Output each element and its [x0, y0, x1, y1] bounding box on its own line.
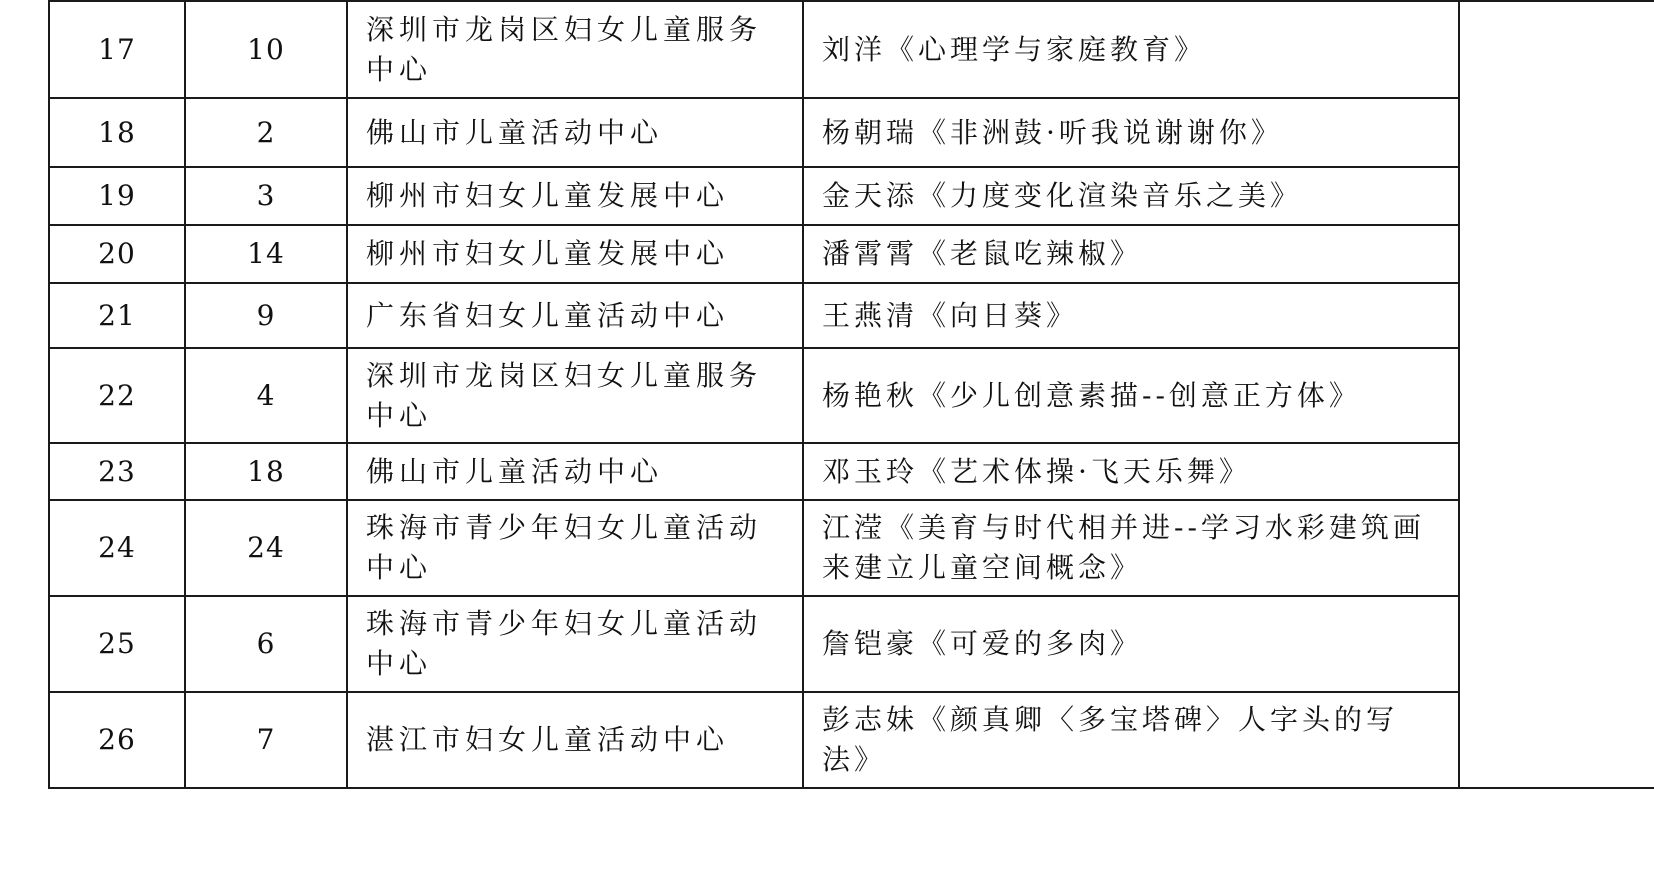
table-row	[49, 1, 1654, 98]
table-row	[49, 225, 1654, 283]
work-cell: 詹铠豪《可爱的多肉》	[803, 596, 1459, 692]
unit-cell: 佛山市儿童活动中心	[347, 98, 803, 167]
work-cell: 金天添《力度变化渲染音乐之美》	[803, 167, 1459, 225]
unit-cell: 柳州市妇女儿童发展中心	[347, 225, 803, 283]
number-cell: 14	[185, 225, 347, 283]
seq-cell: 22	[49, 348, 185, 443]
number-cell: 6	[185, 596, 347, 692]
unit-cell: 广东省妇女儿童活动中心	[347, 283, 803, 348]
merged-blank-cell	[1459, 1, 1654, 788]
table-row	[49, 443, 1654, 500]
table-row	[49, 348, 1654, 443]
number-cell: 9	[185, 283, 347, 348]
work-cell: 江滢《美育与时代相并进--学习水彩建筑画来建立儿童空间概念》	[803, 500, 1459, 596]
work-cell: 邓玉玲《艺术体操·飞天乐舞》	[803, 443, 1459, 500]
unit-cell: 珠海市青少年妇女儿童活动中心	[347, 500, 803, 596]
number-cell: 18	[185, 443, 347, 500]
unit-cell: 佛山市儿童活动中心	[347, 443, 803, 500]
seq-cell: 24	[49, 500, 185, 596]
unit-cell: 珠海市青少年妇女儿童活动中心	[347, 596, 803, 692]
table-row	[49, 98, 1654, 167]
seq-cell: 18	[49, 98, 185, 167]
table-row	[49, 596, 1654, 692]
results-table	[48, 0, 1654, 789]
unit-cell: 湛江市妇女儿童活动中心	[347, 692, 803, 788]
seq-cell: 17	[49, 1, 185, 98]
seq-cell: 19	[49, 167, 185, 225]
work-cell: 杨艳秋《少儿创意素描--创意正方体》	[803, 348, 1459, 443]
unit-cell: 深圳市龙岗区妇女儿童服务中心	[347, 1, 803, 98]
number-cell: 10	[185, 1, 347, 98]
number-cell: 4	[185, 348, 347, 443]
number-cell: 7	[185, 692, 347, 788]
unit-cell: 深圳市龙岗区妇女儿童服务中心	[347, 348, 803, 443]
table-row	[49, 692, 1654, 788]
seq-cell: 20	[49, 225, 185, 283]
seq-cell: 23	[49, 443, 185, 500]
seq-cell: 21	[49, 283, 185, 348]
work-cell: 杨朝瑞《非洲鼓·听我说谢谢你》	[803, 98, 1459, 167]
number-cell: 3	[185, 167, 347, 225]
number-cell: 24	[185, 500, 347, 596]
number-cell: 2	[185, 98, 347, 167]
work-cell: 刘洋《心理学与家庭教育》	[803, 1, 1459, 98]
work-cell: 潘霄霄《老鼠吃辣椒》	[803, 225, 1459, 283]
work-cell: 彭志妹《颜真卿〈多宝塔碑〉人字头的写法》	[803, 692, 1459, 788]
work-cell: 王燕清《向日葵》	[803, 283, 1459, 348]
seq-cell: 26	[49, 692, 185, 788]
unit-cell: 柳州市妇女儿童发展中心	[347, 167, 803, 225]
table-row	[49, 500, 1654, 596]
table-row	[49, 167, 1654, 225]
table-row	[49, 283, 1654, 348]
seq-cell: 25	[49, 596, 185, 692]
